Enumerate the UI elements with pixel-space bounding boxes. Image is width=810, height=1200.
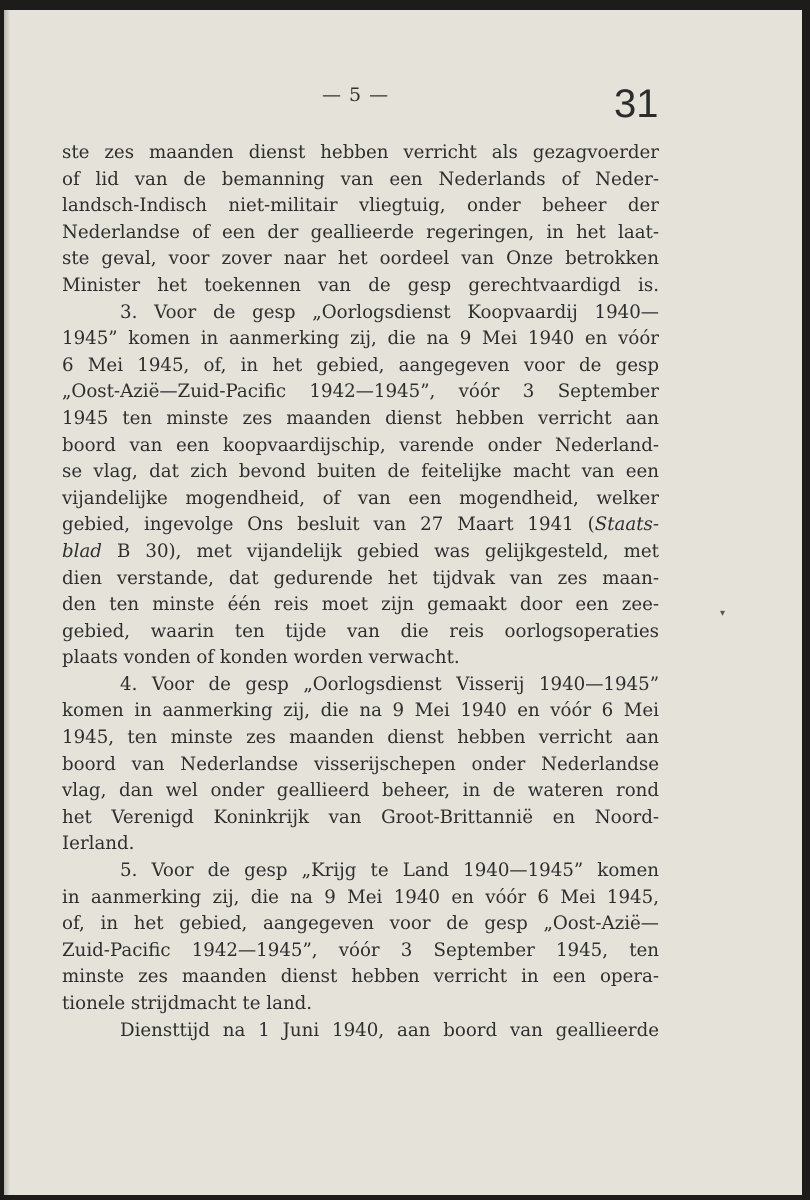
text-line: landsch-Indisch niet-militair vliegtuig, onder beheer der (62, 195, 659, 217)
text-line: in aanmerking zij, die na 9 Mei 1940 en vóór 6 Mei 1945, (62, 886, 659, 908)
text-line: Minister het toekennen van de gesp gerechtvaardigd is. (62, 274, 659, 296)
text-line: gebied, waarin ten tijde van die reis oorlogsoperaties (62, 620, 659, 642)
text-line: vijandelijke mogendheid, of van een mogendheid, welker (62, 487, 659, 509)
text-line: komen in aanmerking zij, die na 9 Mei 1940 en vóór 6 Mei (62, 700, 659, 722)
text-line: het Verenigd Koninkrijk van Groot-Brittannië en Noord- (62, 806, 659, 828)
text-line: of lid van de bemanning van een Nederlands of Neder- (62, 168, 659, 190)
text-line: Ierland. (62, 833, 135, 855)
italic-staatsblad: Staats- (594, 514, 659, 536)
text-line: of, in het gebied, aangegeven voor de gesp „Oost-Azië— (62, 913, 659, 935)
page-number: — 5 — (322, 84, 390, 106)
text-line: 6 Mei 1945, of, in het gebied, aangegeven voor de gesp (62, 354, 659, 376)
text-segment: gebied, ingevolge Ons besluit van 27 Maart 1941 (62, 514, 574, 536)
paragraph-6-start: Diensttijd na 1 Juni 1940, aan boord van geallieerde (120, 1019, 659, 1041)
document-page (4, 10, 802, 1195)
text-line: Zuid-Pacific 1942—1945”, vóór 3 September 1945, ten (62, 939, 659, 961)
text-line: dien verstande, dat gedurende het tijdvak van zes maan- (62, 567, 659, 589)
text-line: boord van een koopvaardijschip, varende onder Nederland- (62, 434, 659, 456)
text-line: gebied, ingevolge Ons besluit van 27 Maart 1941 (Staats- (62, 514, 659, 536)
text-line: se vlag, dat zich bevond buiten de feitelijke macht van een (62, 461, 659, 483)
text-segment: B 30), met vijandelijk gebied was gelijkgesteld, met (117, 540, 659, 562)
margin-mark: ▾ (720, 608, 726, 619)
text-line: den ten minste één reis moet zijn gemaakt door een zee- (62, 594, 659, 616)
paragraph-5-start: 5. Voor de gesp „Krijg te Land 1940—1945” komen (120, 860, 659, 882)
text-line: „Oost-Azië—Zuid-Pacific 1942—1945”, vóór 3 September (62, 381, 659, 403)
text-line: 1945 ten minste zes maanden dienst hebben verricht aan (62, 407, 659, 429)
italic-blad: blad (62, 540, 102, 562)
text-line: ste zes maanden dienst hebben verricht als gezagvoerder (62, 142, 659, 163)
text-line (62, 539, 659, 566)
folio-number: 31 (614, 82, 659, 126)
text-line: tionele strijdmacht te land. (62, 993, 313, 1014)
page-edge-shadow (4, 10, 10, 1195)
text-line: ste geval, voor zover naar het oordeel van Onze betrokken (62, 248, 659, 270)
paragraph-3-start: 3. Voor de gesp „Oorlogsdienst Koopvaardij 1940— (120, 301, 659, 323)
text-line: vlag, dan wel onder geallieerd beheer, in de wateren rond (62, 780, 659, 802)
text-line: minste zes maanden dienst hebben verricht in een opera- (62, 966, 659, 988)
text-line: plaats vonden of konden worden verwacht. (62, 647, 460, 669)
body-text (62, 140, 659, 1044)
text-line: Nederlandse of een der geallieerde regeringen, in het laat- (62, 221, 659, 243)
text-line: boord van Nederlandse visserijschepen onder Nederlandse (62, 753, 659, 775)
text-line: 1945, ten minste zes maanden dienst hebben verricht aan (62, 727, 659, 749)
text-line: 1945” komen in aanmerking zij, die na 9 Mei 1940 en vóór (62, 328, 659, 350)
paragraph-4-start: 4. Voor de gesp „Oorlogsdienst Visserij 1940—1945” (120, 673, 659, 695)
